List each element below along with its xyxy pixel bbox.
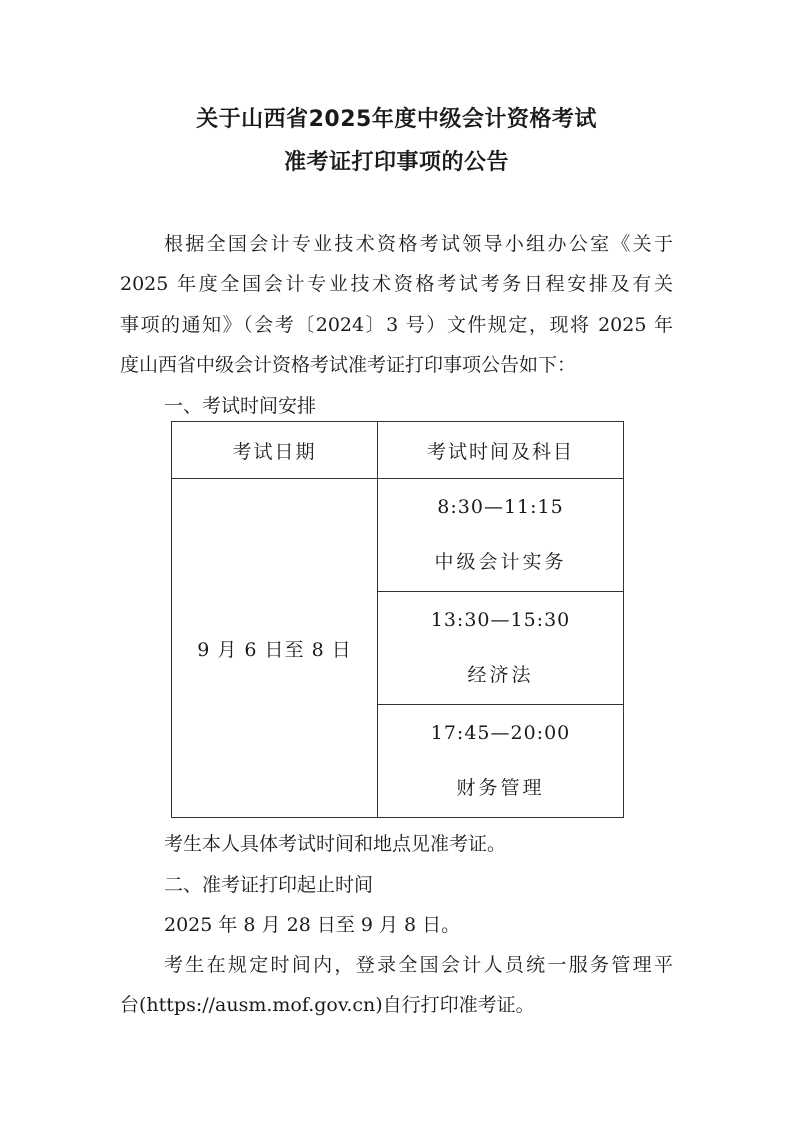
exam-date-cell [172,479,378,818]
header-time-subject [378,422,624,479]
slot-cell-2 [378,592,624,705]
header-time-subject-label: 考试时间及科目 [426,440,574,463]
section-1-heading: 一、考试时间安排 [164,395,317,417]
intro-line-3: 事项的通知》（会考〔2024〕3 号）文件规定，现将 2025 年 [120,314,673,336]
exam-location-note: 考生本人具体考试时间和地点见准考证。 [164,833,507,855]
slot-1-time: 8:30—11:15 [437,496,564,518]
table-header-row [172,422,624,479]
slot-cell-1 [378,479,624,592]
intro-line-4: 度山西省中级会计资格考试准考证打印事项公告如下： [120,354,577,376]
print-date-range: 2025 年 8 月 28 日至 9 月 8 日。 [164,914,461,936]
intro-line-1: 根据全国会计专业技术资格考试领导小组办公室《关于 [164,233,673,255]
print-instruction-line-2: 台(https://ausm.mof.gov.cn)自行打印准考证。 [120,994,535,1016]
exam-date-value: 9 月 6 日至 8 日 [197,638,352,661]
slot-3-subject: 财务管理 [456,777,545,799]
section-2-heading: 二、准考证打印起止时间 [164,874,374,896]
print-instruction-line-1: 考生在规定时间内，登录全国会计人员统一服务管理平 [164,954,673,976]
intro-line-2: 2025 年度全国会计专业技术资格考试考务日程安排及有关 [120,273,673,295]
header-exam-date-label: 考试日期 [232,440,317,463]
slot-2-subject: 经济法 [467,664,534,686]
document-title-line-1: 关于山西省2025年度中级会计资格考试 [196,107,597,132]
slot-3-time: 17:45—20:00 [430,722,571,744]
slot-2-time: 13:30—15:30 [430,609,571,631]
header-exam-date [172,422,378,479]
slot-1-subject: 中级会计实务 [434,551,567,573]
table-row [172,479,624,592]
document-title-line-2: 准考证打印事项的公告 [283,150,509,175]
slot-cell-3 [378,705,624,818]
exam-schedule-table [171,421,624,818]
